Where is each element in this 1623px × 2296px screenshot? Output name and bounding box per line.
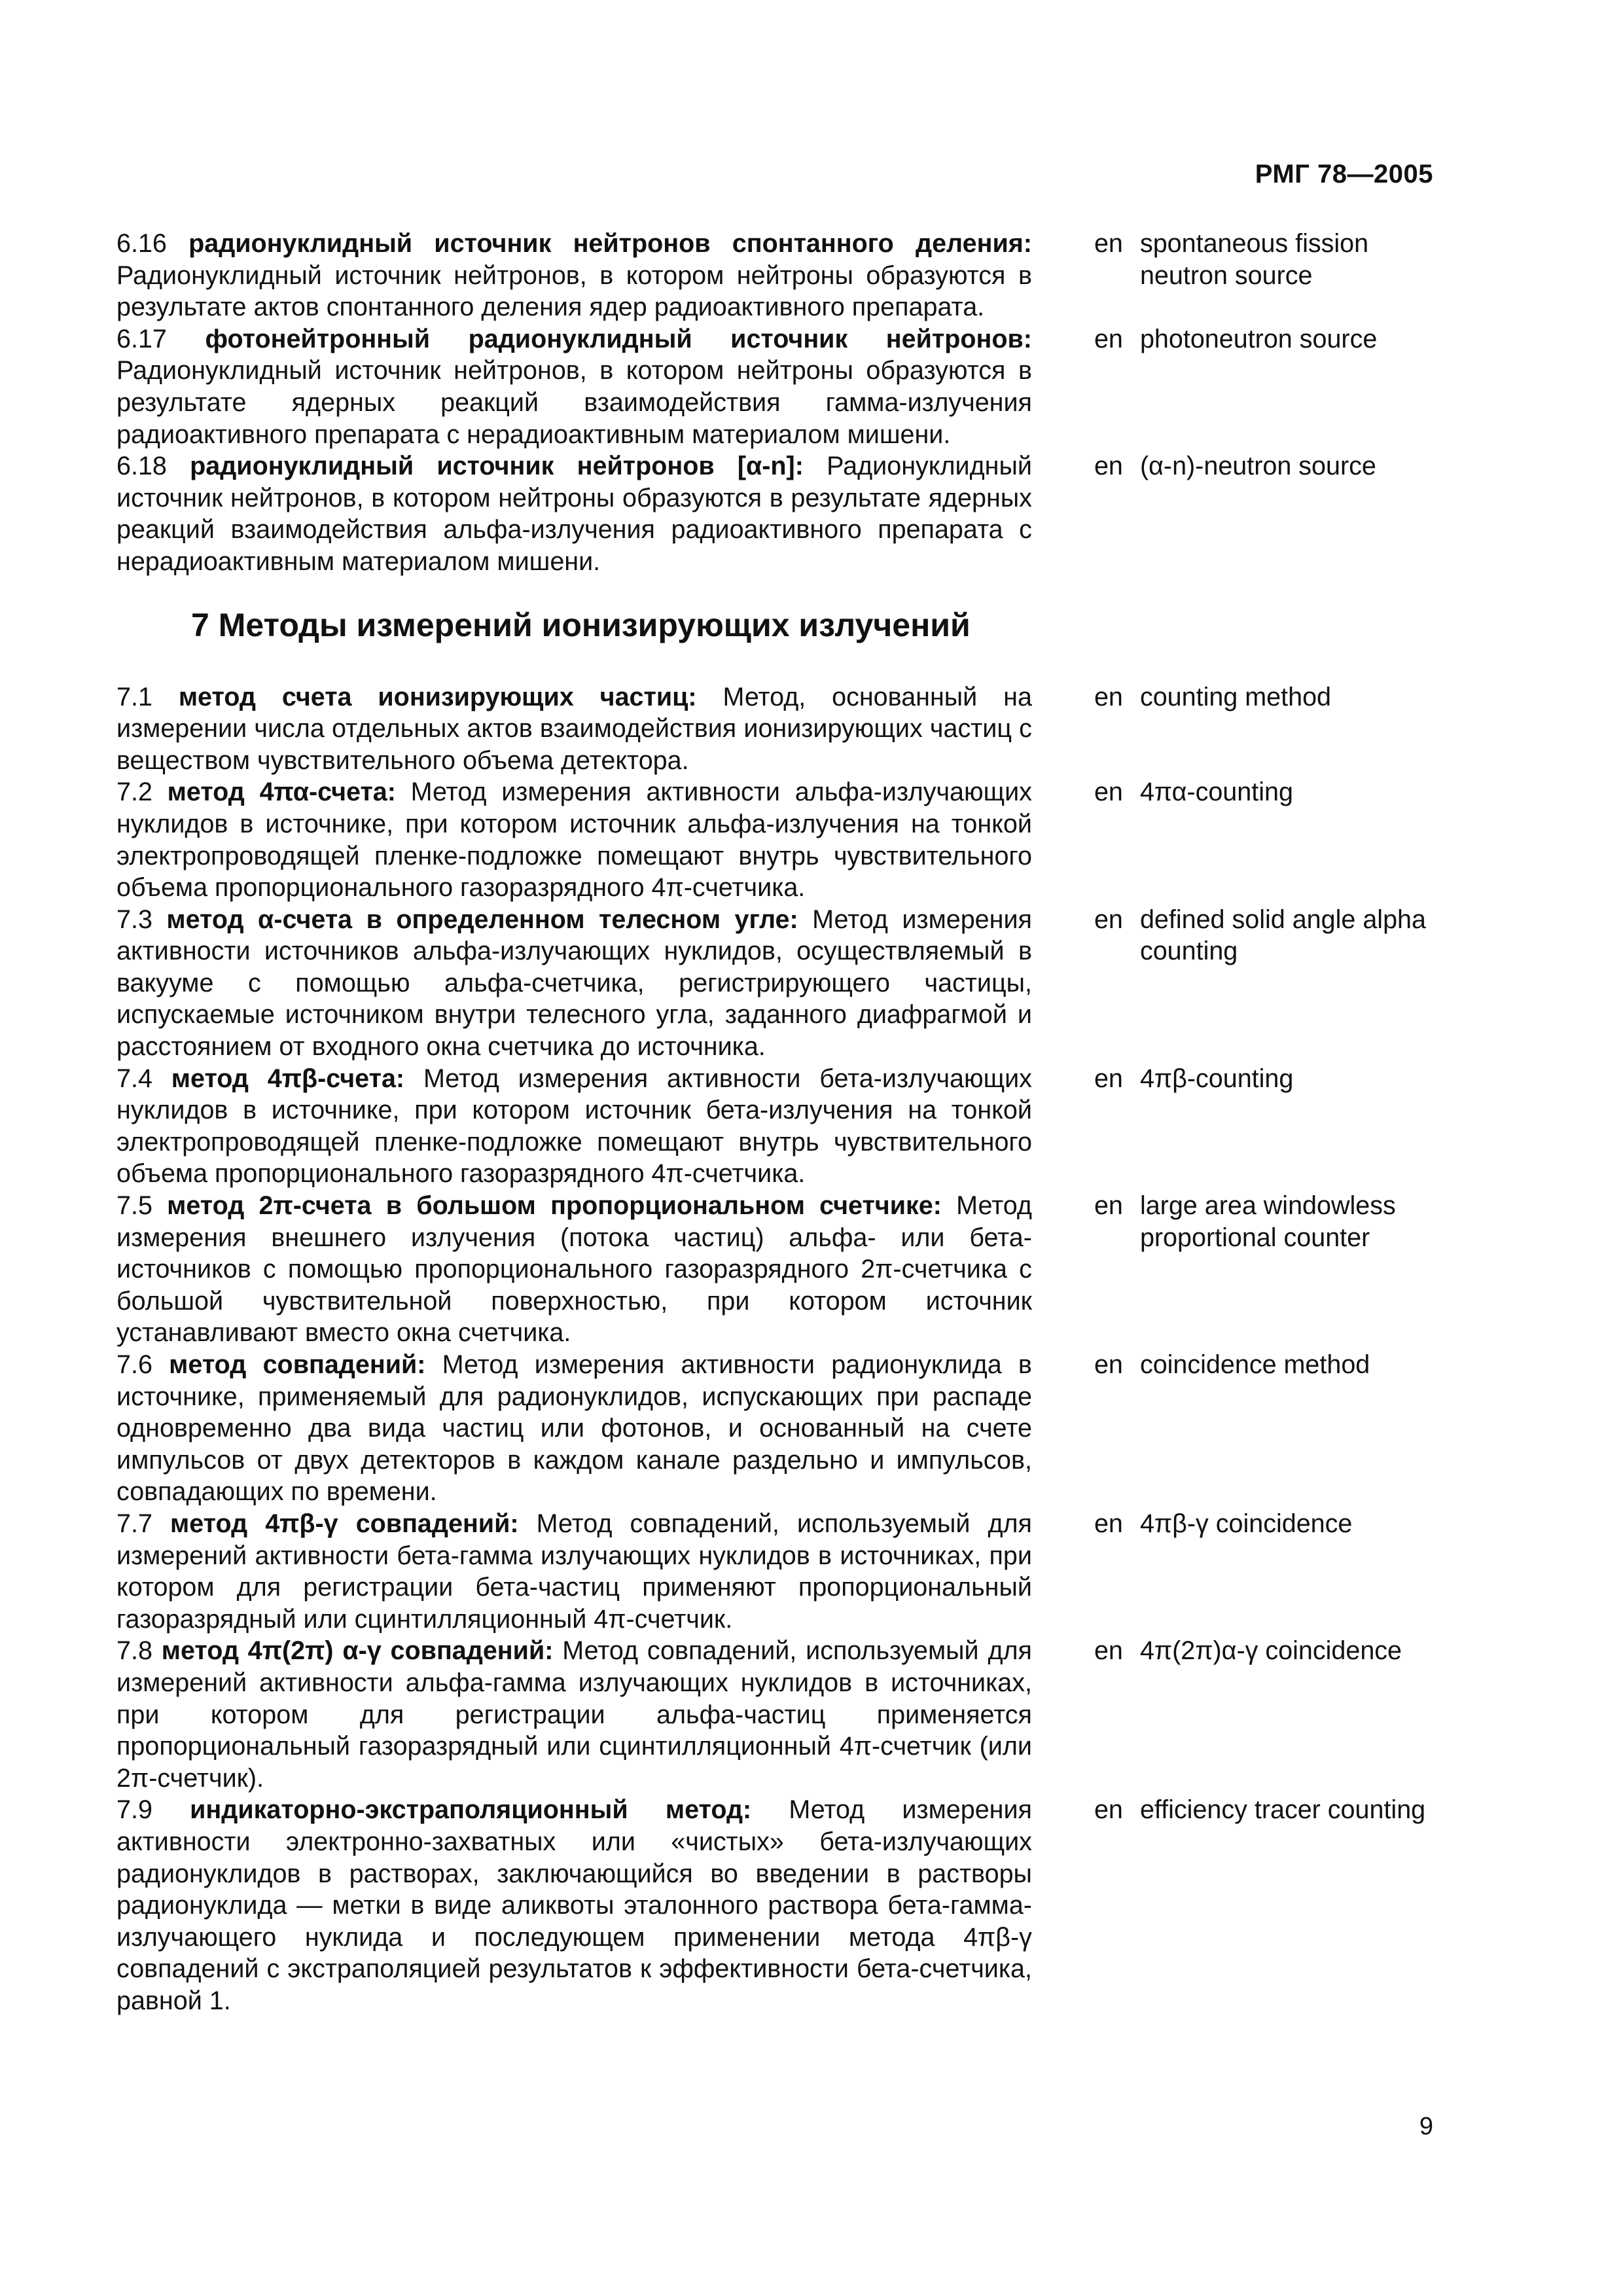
term-entry-text bbox=[116, 1349, 1032, 1508]
english-term: counting method bbox=[1139, 682, 1332, 711]
term-entry bbox=[116, 450, 1438, 577]
term-definition: Метод измерения активности источников альфа-излучающих нуклидов, осуществляемый в вакууме с помощью альфа-счетчика, регистрирующего частицы, испускаемые источником внутри телесного угла, заданного диафрагмой и расстоянием от входного окна счетчика до источника. bbox=[116, 905, 1032, 1062]
term-number: 7.7 bbox=[116, 1509, 152, 1538]
term-name: радионуклидный источник нейтронов спонтанного деления: bbox=[188, 229, 1032, 258]
english-term: coincidence method bbox=[1139, 1350, 1370, 1379]
english-term: photoneutron source bbox=[1139, 324, 1378, 353]
term-name: фотонейтронный радионуклидный источник нейтронов: bbox=[205, 324, 1032, 353]
english-equivalent bbox=[1094, 904, 1438, 967]
english-term: spontaneous fission neutron source bbox=[1139, 229, 1369, 290]
term-entry bbox=[116, 228, 1438, 323]
english-equivalent bbox=[1094, 681, 1438, 713]
term-entry-text bbox=[116, 1635, 1032, 1794]
english-equivalent bbox=[1094, 450, 1438, 482]
term-entry-text bbox=[116, 1794, 1032, 2017]
language-code: en bbox=[1094, 452, 1123, 481]
term-number: 7.1 bbox=[116, 682, 152, 711]
term-entry bbox=[116, 1794, 1438, 2017]
term-name: метод 2π-счета в большом пропорциональном счетчике: bbox=[167, 1191, 942, 1221]
term-definition: Метод, основанный на измерении числа отдельных актов взаимодействия ионизирующих частиц с веществом чувствительного объема детектора. bbox=[116, 682, 1032, 775]
language-code: en bbox=[1094, 1795, 1123, 1825]
term-name: метод счета ионизирующих частиц: bbox=[178, 682, 697, 711]
term-number: 7.2 bbox=[116, 778, 152, 807]
term-entry-text bbox=[116, 681, 1032, 777]
section-7-entries bbox=[116, 681, 1438, 2017]
term-definition: Метод совпадений, используемый для измерений активности бета-гамма излучающих нуклидов в источниках, при котором для регистрации бета-частиц применяют пропорциональный газоразрядный или сцинтилляционный 4π-счетчик. bbox=[116, 1509, 1032, 1634]
term-entry bbox=[116, 776, 1438, 903]
term-entry-text bbox=[116, 1063, 1032, 1190]
english-term: efficiency tracer counting bbox=[1139, 1795, 1426, 1825]
language-code: en bbox=[1094, 905, 1123, 934]
english-equivalent bbox=[1094, 1190, 1438, 1253]
english-term: 4πα-counting bbox=[1139, 778, 1293, 807]
term-definition: Метод измерения активности электронно-захватных или «чистых» бета-излучающих радионуклидов в растворах, заключающийся во введении в растворы радионуклида — метки в виде аликвоты эталонного раствора бета-гамма-излучающего нуклида и последующем применении метода 4πβ-γ совпадений с экстраполяцией результатов к эффективности бета-счетчика, равной 1. bbox=[116, 1795, 1032, 2015]
language-code: en bbox=[1094, 1191, 1123, 1221]
english-equivalent bbox=[1094, 1508, 1438, 1540]
english-equivalent bbox=[1094, 1063, 1438, 1095]
term-number: 7.3 bbox=[116, 905, 152, 934]
term-name: метод 4π(2π) α-γ совпадений: bbox=[161, 1636, 554, 1666]
term-name: метод 4πβ-счета: bbox=[171, 1064, 405, 1093]
english-term: 4πβ-γ coincidence bbox=[1139, 1509, 1353, 1538]
term-entry bbox=[116, 323, 1438, 450]
term-definition: Метод измерения активности бета-излучающих нуклидов в источнике, при котором источник бета-излучения на тонкой электропроводящей пленке-подложке помещают внутрь чувствительного объема пропорционального газоразрядного 4π-счетчика. bbox=[116, 1064, 1032, 1189]
term-name: метод совпадений: bbox=[169, 1350, 426, 1379]
term-name: радионуклидный источник нейтронов [α-n]: bbox=[190, 452, 804, 481]
term-entry-text bbox=[116, 323, 1032, 450]
term-name: индикаторно-экстраполяционный метод: bbox=[190, 1795, 752, 1825]
term-definition: Метод измерения активности альфа-излучающих нуклидов в источнике, при котором источник альфа-излучения на тонкой электропроводящей пленке-подложке помещают внутрь чувствительного объема пропорционального газоразрядного 4π-счетчика. bbox=[116, 778, 1032, 903]
term-entry bbox=[116, 1063, 1438, 1190]
language-code: en bbox=[1094, 1064, 1123, 1093]
term-entry bbox=[116, 681, 1438, 777]
page-number: 9 bbox=[1419, 2113, 1433, 2140]
language-code: en bbox=[1094, 1636, 1123, 1666]
language-code: en bbox=[1094, 229, 1123, 258]
page-content bbox=[116, 228, 1438, 2017]
term-name: метод 4πβ-γ совпадений: bbox=[169, 1509, 519, 1538]
term-entry bbox=[116, 1635, 1438, 1794]
term-definition: Радионуклидный источник нейтронов, в котором нейтроны образуются в результате актов спонтанного деления ядер радиоактивного препарата. bbox=[116, 260, 1032, 322]
term-number: 7.9 bbox=[116, 1795, 152, 1825]
term-number: 7.6 bbox=[116, 1350, 152, 1379]
english-term: 4πβ-counting bbox=[1139, 1064, 1294, 1093]
term-number: 7.5 bbox=[116, 1191, 152, 1221]
term-entry bbox=[116, 1190, 1438, 1349]
language-code: en bbox=[1094, 324, 1123, 353]
term-entry bbox=[116, 1508, 1438, 1635]
language-code: en bbox=[1094, 1509, 1123, 1538]
english-term: 4π(2π)α-γ coincidence bbox=[1139, 1636, 1402, 1666]
english-term: (α-n)-neutron source bbox=[1139, 452, 1376, 481]
term-entry-text bbox=[116, 450, 1032, 577]
english-equivalent bbox=[1094, 228, 1438, 291]
term-entry bbox=[116, 904, 1438, 1063]
document-code: РМГ 78—2005 bbox=[1255, 160, 1433, 188]
language-code: en bbox=[1094, 1350, 1123, 1379]
english-term: large area windowless proportional counter bbox=[1139, 1191, 1396, 1252]
term-number: 6.17 bbox=[116, 324, 167, 353]
term-number: 7.4 bbox=[116, 1064, 152, 1093]
term-number: 6.18 bbox=[116, 452, 167, 481]
language-code: en bbox=[1094, 778, 1123, 807]
term-definition: Метод совпадений, используемый для измерений активности альфа-гамма излучающих нуклидов в источниках, при котором для регистрации альфа-частиц применяется пропорциональный газоразрядный или сцинтилляционный 4π-счетчик (или 2π-счетчик). bbox=[116, 1636, 1032, 1793]
term-name: метод α-счета в определенном телесном угле: bbox=[166, 905, 798, 934]
term-name: метод 4πα-счета: bbox=[167, 778, 396, 807]
term-definition: Радионуклидный источник нейтронов, в котором нейтроны образуются в результате ядерных реакций взаимодействия гамма-излучения радиоактивного препарата с нерадиоактивным материалом мишени. bbox=[116, 356, 1032, 449]
term-number: 7.8 bbox=[116, 1636, 152, 1666]
english-equivalent bbox=[1094, 1635, 1438, 1667]
section-7-heading: 7 Методы измерений ионизирующих излучений bbox=[191, 606, 971, 643]
english-equivalent bbox=[1094, 323, 1438, 355]
section-6-entries bbox=[116, 228, 1438, 578]
term-entry-text bbox=[116, 1190, 1032, 1349]
english-equivalent bbox=[1094, 1349, 1438, 1381]
term-definition: Метод измерения внешнего излучения (потока частиц) альфа- или бета-источников с помощью пропорционального газоразрядного 2π-счетчика с большой чувствительной поверхностью, при котором источник устанавливают вместо окна счетчика. bbox=[116, 1191, 1032, 1348]
term-entry-text bbox=[116, 1508, 1032, 1635]
term-number: 6.16 bbox=[116, 229, 167, 258]
english-equivalent bbox=[1094, 1794, 1438, 1826]
term-entry bbox=[116, 1349, 1438, 1508]
term-definition: Радионуклидный источник нейтронов, в котором нейтроны образуются в результате ядерных реакций взаимодействия альфа-излучения радиоактивного препарата с нерадиоактивным материалом мишени. bbox=[116, 452, 1032, 576]
term-entry-text bbox=[116, 904, 1032, 1063]
english-term: defined solid angle alpha counting bbox=[1139, 905, 1426, 966]
english-equivalent bbox=[1094, 776, 1438, 808]
term-entry-text bbox=[116, 228, 1032, 323]
term-definition: Метод измерения активности радионуклида в источнике, применяемый для радионуклидов, испускающих при распаде одновременно два вида частиц или фотонов, и основанный на счете импульсов от двух детекторов в каждом канале раздельно и импульсов, совпадающих по времени. bbox=[116, 1350, 1032, 1507]
language-code: en bbox=[1094, 682, 1123, 711]
term-entry-text bbox=[116, 776, 1032, 903]
